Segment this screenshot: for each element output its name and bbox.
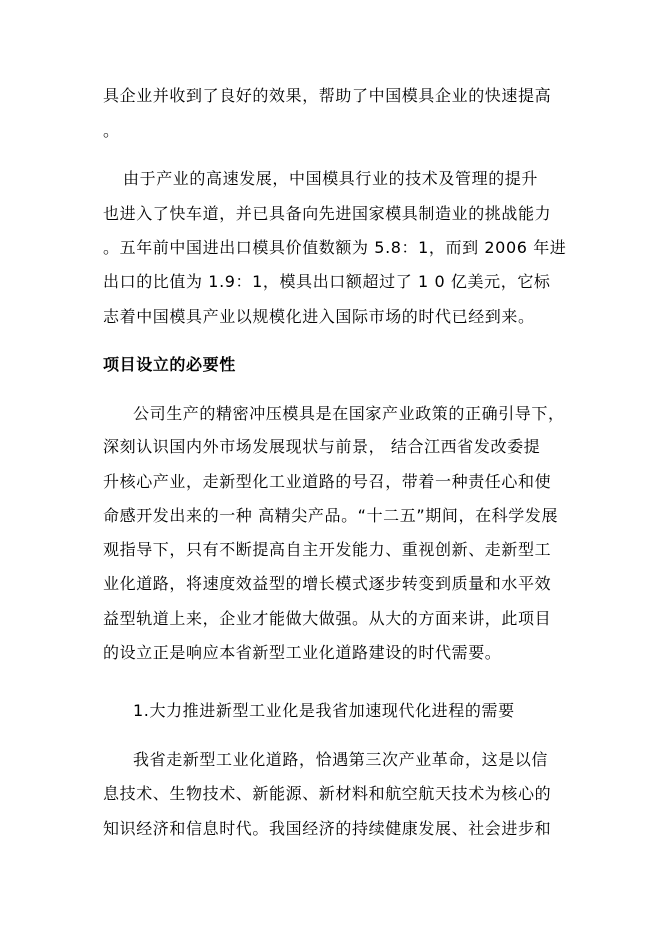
paragraph-line: 。 bbox=[103, 121, 120, 140]
paragraph-line: 业化道路，将速度效益型的增长模式逐步转变到质量和水平效 bbox=[103, 574, 552, 593]
paragraph-line: 升核心产业，走新型化工业道路的号召，带着一种责任心和使 bbox=[103, 472, 552, 491]
paragraph-line: 观指导下，只有不断提高自主开发能力、重视创新、走新型工 bbox=[103, 540, 552, 559]
paragraph-line: 命感开发出来的一种 高精尖产品。“十二五”期间，在科学发展 bbox=[103, 506, 559, 525]
paragraph-line: 知识经济和信息时代。我国经济的持续健康发展、社会进步和 bbox=[103, 819, 552, 838]
paragraph-line: 具企业并收到了良好的效果，帮助了中国模具企业的快速提高 bbox=[103, 86, 552, 105]
paragraph-line: 深刻认识国内外市场发展现状与前景， 结合江西省发改委提 bbox=[103, 437, 541, 456]
paragraph-line: 息技术、生物技术、新能源、新材料和航空航天技术为核心的 bbox=[103, 784, 552, 803]
paragraph-line: 公司生产的精密冲压模具是在国家产业政策的正确引导下， bbox=[133, 404, 565, 423]
paragraph-line: 我省走新型工业化道路，恰遇第三次产业革命，这是以信 bbox=[133, 750, 549, 769]
paragraph-line: 志着中国模具产业以规模化进入国际市场的时代已经到来。 bbox=[103, 307, 535, 326]
paragraph-line: 的设立正是响应本省新型工业化道路建设的时代需要。 bbox=[103, 643, 502, 662]
paragraph-line: 。五年前中国进出口模具价值数额为 5.8：1，而到 2006 年进 bbox=[103, 238, 567, 257]
paragraph-line: 益型轨道上来，企业才能做大做强。从大的方面来讲，此项目 bbox=[103, 609, 552, 628]
paragraph-line: 由于产业的高速发展，中国模具行业的技术及管理的提升 bbox=[123, 169, 539, 188]
subheading-line: 1.大力推进新型工业化是我省加速现代化进程的需要 bbox=[133, 701, 515, 720]
paragraph-line: 也进入了快车道，并已具备向先进国家模具制造业的挑战能力 bbox=[103, 204, 552, 223]
paragraph-line: 出口的比值为 1.9：1，模具出口额超过了 1 0 亿美元，它标 bbox=[103, 272, 551, 291]
section-heading: 项目设立的必要性 bbox=[103, 355, 236, 374]
